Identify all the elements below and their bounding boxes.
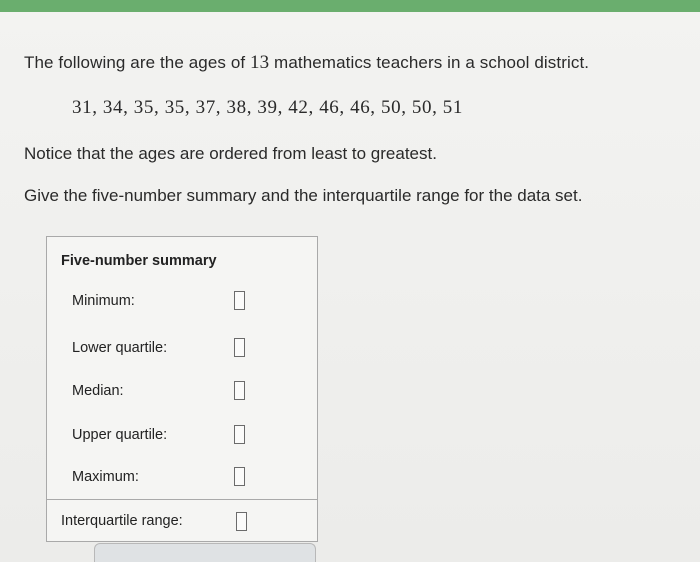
- median-label: Median:: [72, 383, 124, 399]
- question-prompt: Give the five-number summary and the interquartile range for the data set.: [24, 186, 583, 205]
- teacher-count: 13: [250, 52, 270, 73]
- maximum-label: Maximum:: [72, 469, 139, 485]
- upper-quartile-input[interactable]: [234, 425, 245, 444]
- minimum-input[interactable]: [234, 291, 245, 310]
- lower-quartile-input[interactable]: [234, 338, 245, 357]
- maximum-input[interactable]: [234, 467, 245, 486]
- panel-title: Five-number summary: [61, 253, 217, 269]
- median-input[interactable]: [234, 381, 245, 400]
- intro-before: The following are the ages of: [24, 53, 251, 72]
- notice-text: Notice that the ages are ordered from least to greatest.: [24, 144, 437, 163]
- top-accent-bar: [0, 0, 700, 12]
- question-intro: [24, 52, 589, 74]
- upper-quartile-label: Upper quartile:: [72, 427, 168, 443]
- five-number-summary-panel: [46, 236, 318, 542]
- intro-after: mathematics teachers in a school district.: [269, 53, 590, 72]
- interquartile-range-label: Interquartile range:: [61, 513, 183, 529]
- interquartile-range-input[interactable]: [236, 512, 247, 531]
- panel-divider: [47, 499, 317, 500]
- partial-bottom-button[interactable]: [94, 543, 316, 562]
- ages-data-list: 31, 34, 35, 35, 37, 38, 39, 42, 46, 46, 50, 50, 51: [72, 97, 463, 118]
- minimum-label: Minimum:: [72, 293, 135, 309]
- lower-quartile-label: Lower quartile:: [72, 340, 168, 356]
